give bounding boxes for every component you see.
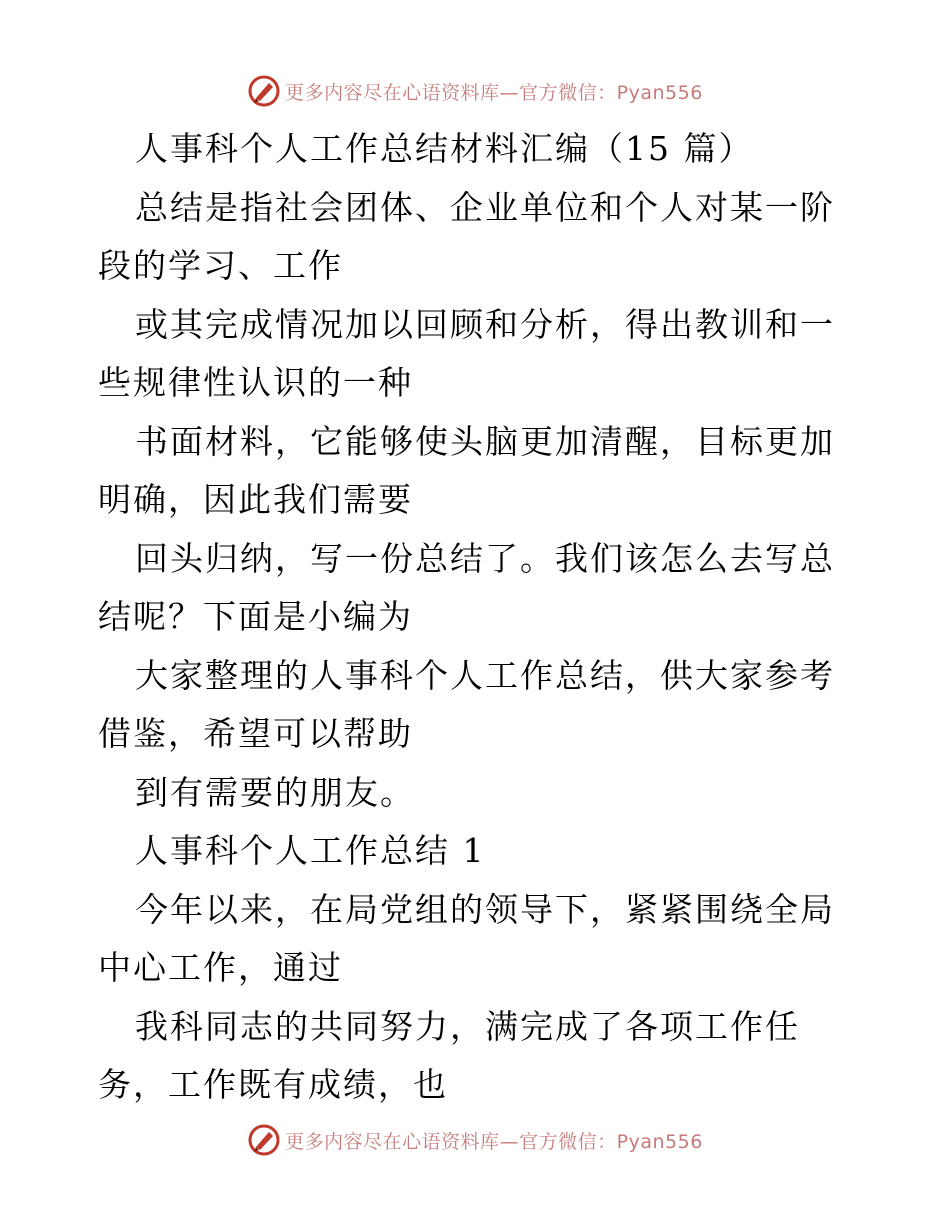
banner-text: 更多内容尽在心语资料库—官方微信：Pyan556 xyxy=(285,1130,703,1153)
document-title: 人事科个人工作总结材料汇编（15 篇） xyxy=(135,129,754,168)
paragraph: 书面材料，它能够使头脑更加清醒，目标更加明确，因此我们需要 xyxy=(98,421,835,519)
paragraph: 大家整理的人事科个人工作总结，供大家参考借鉴，希望可以帮助 xyxy=(98,655,835,753)
paragraph: 到有需要的朋友。 xyxy=(135,772,415,812)
document-body xyxy=(98,120,858,1115)
pen-logo-icon xyxy=(247,1123,281,1157)
paragraph: 今年以来，在局党组的领导下，紧紧围绕全局中心工作，通过 xyxy=(98,889,835,987)
footer-watermark-banner xyxy=(0,1120,950,1160)
section-heading: 人事科个人工作总结 1 xyxy=(135,831,486,870)
paragraph: 或其完成情况加以回顾和分析，得出教训和一些规律性认识的一种 xyxy=(98,304,835,402)
header-watermark-banner xyxy=(0,71,950,111)
banner-text: 更多内容尽在心语资料库—官方微信：Pyan556 xyxy=(285,81,703,104)
paragraph: 我科同志的共同努力，满完成了各项工作任务，工作既有成绩，也 xyxy=(98,1006,800,1104)
pen-logo-icon xyxy=(247,74,281,108)
paragraph: 回头归纳，写一份总结了。我们该怎么去写总结呢？下面是小编为 xyxy=(98,538,835,636)
paragraph: 总结是指社会团体、企业单位和个人对某一阶段的学习、工作 xyxy=(98,187,835,285)
